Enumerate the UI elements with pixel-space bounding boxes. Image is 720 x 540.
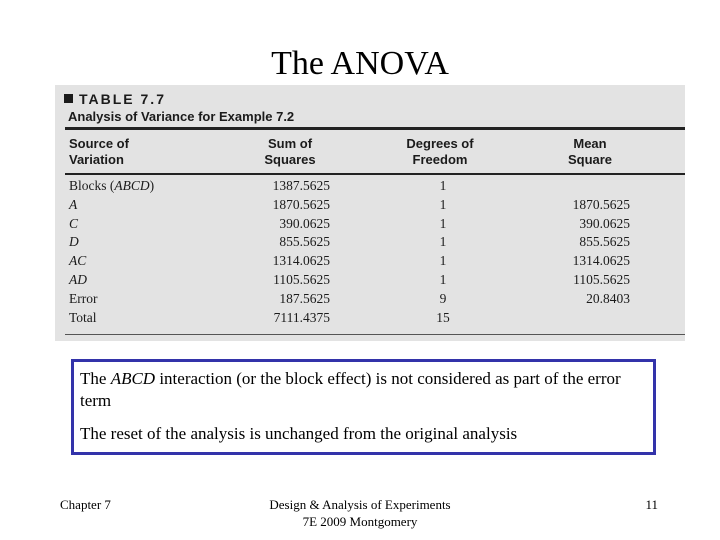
- row-sum-of-squares: 1870.5625: [272, 196, 330, 212]
- source-italic: C: [69, 215, 79, 231]
- note-line-2: The reset of the analysis is unchanged from the original analysis: [80, 424, 518, 443]
- row-sum-of-squares: 1387.5625: [272, 178, 330, 193]
- header-ms-line1: Mean: [573, 136, 607, 151]
- table-row: [55, 290, 685, 309]
- row-sum-of-squares: 1314.0625: [272, 253, 330, 269]
- table-row: [55, 252, 685, 271]
- anova-table: [55, 85, 685, 341]
- row-source: [69, 197, 77, 213]
- table-body: [55, 177, 685, 327]
- row-sum-of-squares: 1105.5625: [273, 271, 330, 287]
- header-ss-line1: Sum of: [267, 136, 313, 151]
- footer-book: [240, 496, 480, 530]
- header-df-line2: Freedom: [412, 152, 468, 167]
- table-label-text: TABLE 7.7: [79, 91, 166, 107]
- row-degrees-of-freedom: 1: [439, 271, 447, 287]
- row-source: [69, 216, 78, 232]
- footer-book-line2: 7E 2009 Montgomery: [302, 514, 418, 529]
- source-italic: AC: [69, 253, 87, 269]
- row-degrees-of-freedom: 1: [439, 215, 447, 231]
- table-row: [55, 233, 685, 252]
- header-sum-of-squares: [240, 136, 340, 168]
- row-source: [69, 178, 154, 194]
- row-mean-square: 1314.0625: [572, 253, 630, 269]
- row-mean-square: 390.0625: [579, 215, 630, 231]
- table-header-rule: [65, 173, 685, 175]
- row-sum-of-squares: 187.5625: [279, 290, 330, 306]
- row-source: [69, 253, 86, 269]
- row-source: [69, 234, 79, 250]
- row-source: [69, 291, 97, 307]
- row-mean-square: 20.8403: [586, 290, 630, 306]
- row-sum-of-squares: 7111.4375: [273, 309, 330, 325]
- source-text: Error: [69, 290, 98, 306]
- note-text: The: [80, 369, 111, 388]
- row-degrees-of-freedom: 1: [439, 253, 447, 269]
- source-suffix: ): [149, 178, 155, 193]
- row-sum-of-squares: 390.0625: [279, 215, 330, 231]
- header-mean-square: [540, 136, 640, 168]
- row-mean-square: 855.5625: [579, 234, 630, 250]
- row-mean-square: 1870.5625: [572, 196, 630, 212]
- footer-chapter: Chapter 7: [60, 497, 111, 512]
- source-italic: AD: [69, 271, 87, 287]
- source-text: Total: [69, 309, 97, 325]
- header-source: [69, 136, 129, 168]
- table-row: [55, 309, 685, 328]
- row-mean-square: 1105.5625: [573, 271, 630, 287]
- header-df-line1: Degrees of: [406, 136, 474, 151]
- footer-page-number: 11: [645, 497, 658, 512]
- source-italic: A: [69, 196, 78, 212]
- header-source-line1: Source of: [69, 136, 129, 151]
- row-degrees-of-freedom: 1: [439, 178, 447, 193]
- note-box: [71, 359, 656, 455]
- slide-title: The ANOVA: [271, 45, 449, 82]
- table-caption: Analysis of Variance for Example 7.2: [68, 109, 295, 124]
- row-degrees-of-freedom: 1: [439, 234, 447, 250]
- note-text-suffix: interaction (or the block effect) is not considered as part of the error term: [80, 369, 621, 410]
- row-degrees-of-freedom: 15: [436, 309, 450, 325]
- table-top-rule: [65, 127, 685, 130]
- table-row: [55, 271, 685, 290]
- row-degrees-of-freedom: 9: [439, 290, 447, 306]
- header-source-line2: Variation: [69, 152, 124, 167]
- table-row: [55, 215, 685, 234]
- table-row: [55, 177, 685, 196]
- table-row: [55, 196, 685, 215]
- square-bullet-icon: [64, 94, 73, 103]
- row-degrees-of-freedom: 1: [439, 196, 447, 212]
- row-sum-of-squares: 855.5625: [279, 234, 330, 250]
- table-label: [64, 91, 166, 107]
- source-italic: D: [69, 234, 79, 250]
- source-text: Blocks (: [69, 178, 115, 193]
- note-line-1: [80, 368, 645, 412]
- header-ss-line2: Squares: [264, 152, 316, 167]
- source-italic: ABCD: [114, 178, 150, 193]
- table-bottom-rule: [65, 334, 685, 335]
- row-source: [69, 310, 97, 326]
- header-degrees-of-freedom: [390, 136, 490, 168]
- header-ms-line2: Square: [567, 152, 613, 167]
- footer-book-line1: Design & Analysis of Experiments: [269, 497, 451, 512]
- row-source: [69, 272, 87, 288]
- note-italic: ABCD: [110, 369, 156, 388]
